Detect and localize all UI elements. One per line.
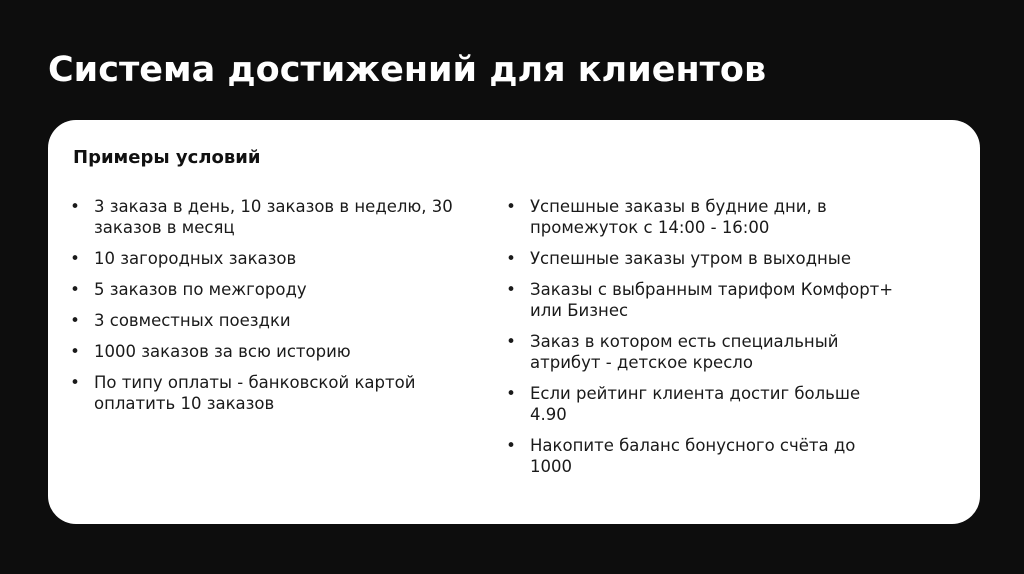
list-item-text: 10 загородных заказов	[94, 249, 297, 268]
bullet-icon: •	[506, 280, 516, 299]
bullet-icon: •	[506, 436, 516, 455]
bullet-icon: •	[70, 342, 80, 361]
slide-title: Система достижений для клиентов	[48, 50, 767, 90]
list-item-text: Успешные заказы в будние дни, в промежуток с 14:00 - 16:00	[530, 197, 827, 237]
card-title: Примеры условий	[73, 147, 261, 168]
list-item	[504, 279, 894, 321]
list-item-text: 3 совместных поездки	[94, 311, 291, 330]
list-item-text: Накопите баланс бонусного счёта до 1000	[530, 436, 856, 476]
list-item	[68, 279, 458, 300]
bullet-icon: •	[70, 373, 80, 392]
list-item-text: По типу оплаты - банковской картой оплатить 10 заказов	[94, 373, 416, 413]
bullet-icon: •	[506, 332, 516, 351]
bullet-icon: •	[70, 280, 80, 299]
bullet-icon: •	[70, 197, 80, 216]
conditions-card	[48, 120, 980, 524]
list-item-text: Успешные заказы утром в выходные	[530, 249, 851, 268]
conditions-list-right	[504, 196, 894, 487]
conditions-list-left	[68, 196, 458, 424]
list-item-text: Если рейтинг клиента достиг больше 4.90	[530, 384, 861, 424]
list-item	[68, 341, 458, 362]
list-item	[504, 196, 894, 238]
list-item-text: Заказы с выбранным тарифом Комфорт+ или Бизнес	[530, 280, 894, 320]
bullet-icon: •	[506, 197, 516, 216]
list-item	[504, 383, 894, 425]
list-item	[504, 435, 894, 477]
list-item-text: Заказ в котором есть специальный атрибут - детское кресло	[530, 332, 839, 372]
list-item-text: 1000 заказов за всю историю	[94, 342, 351, 361]
list-item	[68, 310, 458, 331]
list-item-text: 3 заказа в день, 10 заказов в неделю, 30 заказов в месяц	[94, 197, 453, 237]
bullet-icon: •	[70, 249, 80, 268]
list-item	[68, 248, 458, 269]
bullet-icon: •	[70, 311, 80, 330]
list-item	[504, 331, 894, 373]
list-item-text: 5 заказов по межгороду	[94, 280, 307, 299]
bullet-icon: •	[506, 249, 516, 268]
list-item	[68, 372, 458, 414]
bullet-icon: •	[506, 384, 516, 403]
list-item	[504, 248, 894, 269]
list-item	[68, 196, 458, 238]
